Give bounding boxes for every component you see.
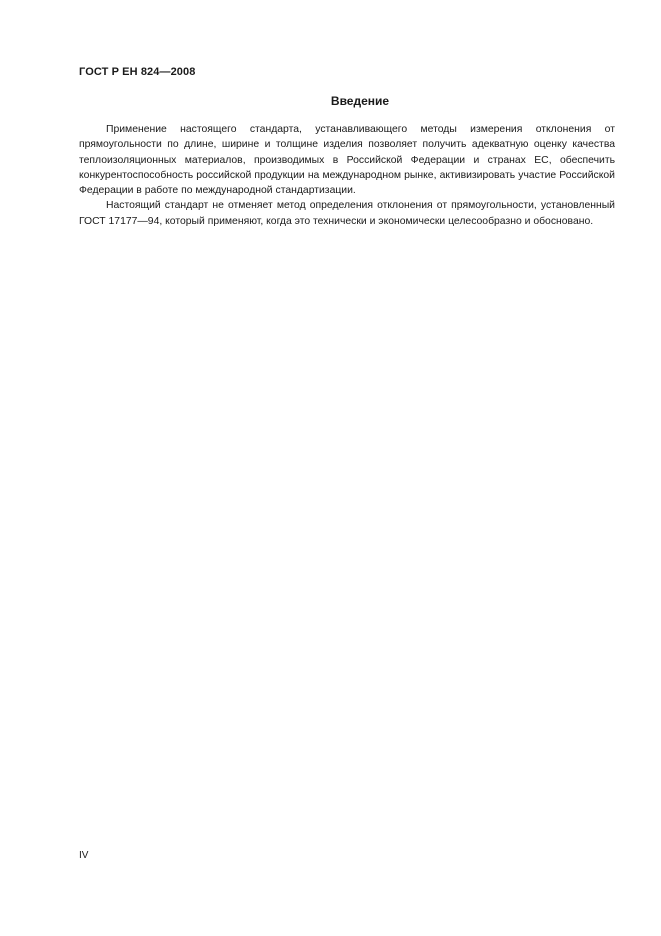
page-number: IV	[79, 850, 89, 861]
introduction-text	[79, 122, 615, 229]
paragraph-1: Применение настоящего стандарта, устанавливающего методы измерения отклонения от прямоугольности по длине, ширине и толщине изделия позволяет получить адекватную оценку качества теплоизоляционных материалов, производимых в Российской Федерации и странах ЕС, обеспечить конкурентоспособность российской продукции на международном рынке, активизировать участие Российской Федерации в работе по международной стандартизации.	[79, 124, 615, 197]
document-code: ГОСТ Р ЕН 824—2008	[79, 66, 196, 78]
section-title: Введение	[330, 94, 390, 108]
paragraph-2: Настоящий стандарт не отменяет метод определения отклонения от прямоугольности, установленный ГОСТ 17177—94, который применяют, когда это технически и экономически целесообразно и обосновано.	[79, 200, 615, 227]
